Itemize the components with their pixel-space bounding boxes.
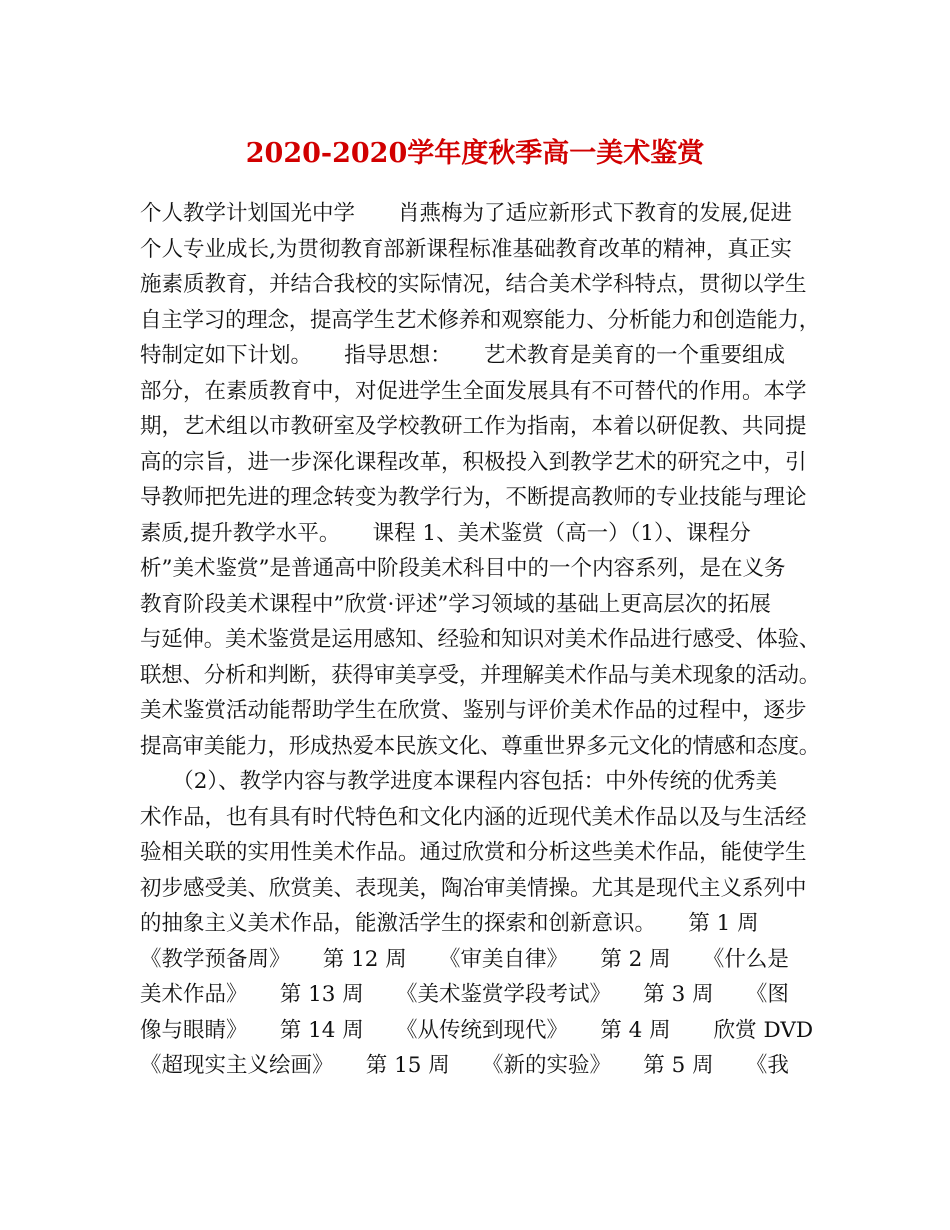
body-line: （2）、教学内容与教学进度本课程内容包括：中外传统的优秀美	[140, 769, 778, 794]
body-line: 导教师把先进的理念转变为教学行为，不断提高教师的专业技能与理论	[140, 485, 807, 510]
body-line: 像与眼睛》 第 14 周 《从传统到现代》 第 4 周 欣赏 DVD	[140, 1017, 814, 1043]
body-line: 个人专业成长,为贯彻教育部新课程标准基础教育改革的精神，真正实	[140, 236, 792, 262]
body-line: 联想、分析和判断，获得审美享受，并理解美术作品与美术现象的活动。	[140, 662, 821, 688]
body-line: 术作品，也有具有时代特色和文化内涵的近现代美术作品以及与生活经	[140, 804, 807, 830]
body-line: 期，艺术组以市教研室及学校教研工作为指南，本着以研促教、共同提	[140, 414, 807, 439]
body-line: 《超现实主义绘画》 第 15 周 《新的实验》 第 5 周 《我	[140, 1053, 789, 1078]
body-line: 教育阶段美术课程中”欣赏·评述”学习领域的基础上更高层次的拓展	[140, 591, 771, 617]
body-line: 高的宗旨，进一步深化课程改革，积极投入到教学艺术的研究之中，引	[140, 449, 807, 475]
body-line: 美术作品》 第 13 周 《美术鉴赏学段考试》 第 3 周 《图	[140, 982, 789, 1007]
body-line: 验相关联的实用性美术作品。通过欣赏和分析这些美术作品，能使学生	[140, 840, 807, 865]
body-line: 个人教学计划国光中学 肖燕梅为了适应新形式下教育的发展,促进	[140, 201, 792, 226]
body-line: 特制定如下计划。 指导思想： 艺术教育是美育的一个重要组成	[140, 343, 786, 368]
body-line: 《教学预备周》 第 12 周 《审美自律》 第 2 周 《什么是	[140, 946, 789, 972]
body-line: 析”美术鉴赏”是普通高中阶段美术科目中的一个内容系列，是在义务	[140, 556, 786, 581]
body-line: 部分，在素质教育中，对促进学生全面发展具有不可替代的作用。本学	[140, 378, 807, 404]
body-line: 素质,提升教学水平。 课程 1、美术鉴赏（高一）（1）、课程分	[140, 520, 751, 546]
body-line: 自主学习的理念，提高学生艺术修养和观察能力、分析能力和创造能力，	[140, 307, 821, 333]
body-line: 美术鉴赏活动能帮助学生在欣赏、鉴别与评价美术作品的过程中，逐步	[140, 698, 807, 723]
body-line: 施素质教育，并结合我校的实际情况，结合美术学科特点，贯彻以学生	[140, 272, 807, 297]
body-line: 提高审美能力，形成热爱本民族文化、尊重世界多元文化的情感和态度。	[140, 733, 821, 759]
document-title: 2020-2020学年度秋季高一美术鉴赏	[245, 138, 705, 169]
body-line: 的抽象主义美术作品，能激活学生的探索和创新意识。 第 1 周	[140, 911, 759, 936]
body-line: 初步感受美、欣赏美、表现美，陶冶审美情操。尤其是现代主义系列中	[140, 875, 807, 901]
body-line: 与延伸。美术鉴赏是运用感知、经验和知识对美术作品进行感受、体验、	[140, 627, 821, 652]
document-body	[140, 196, 820, 1084]
